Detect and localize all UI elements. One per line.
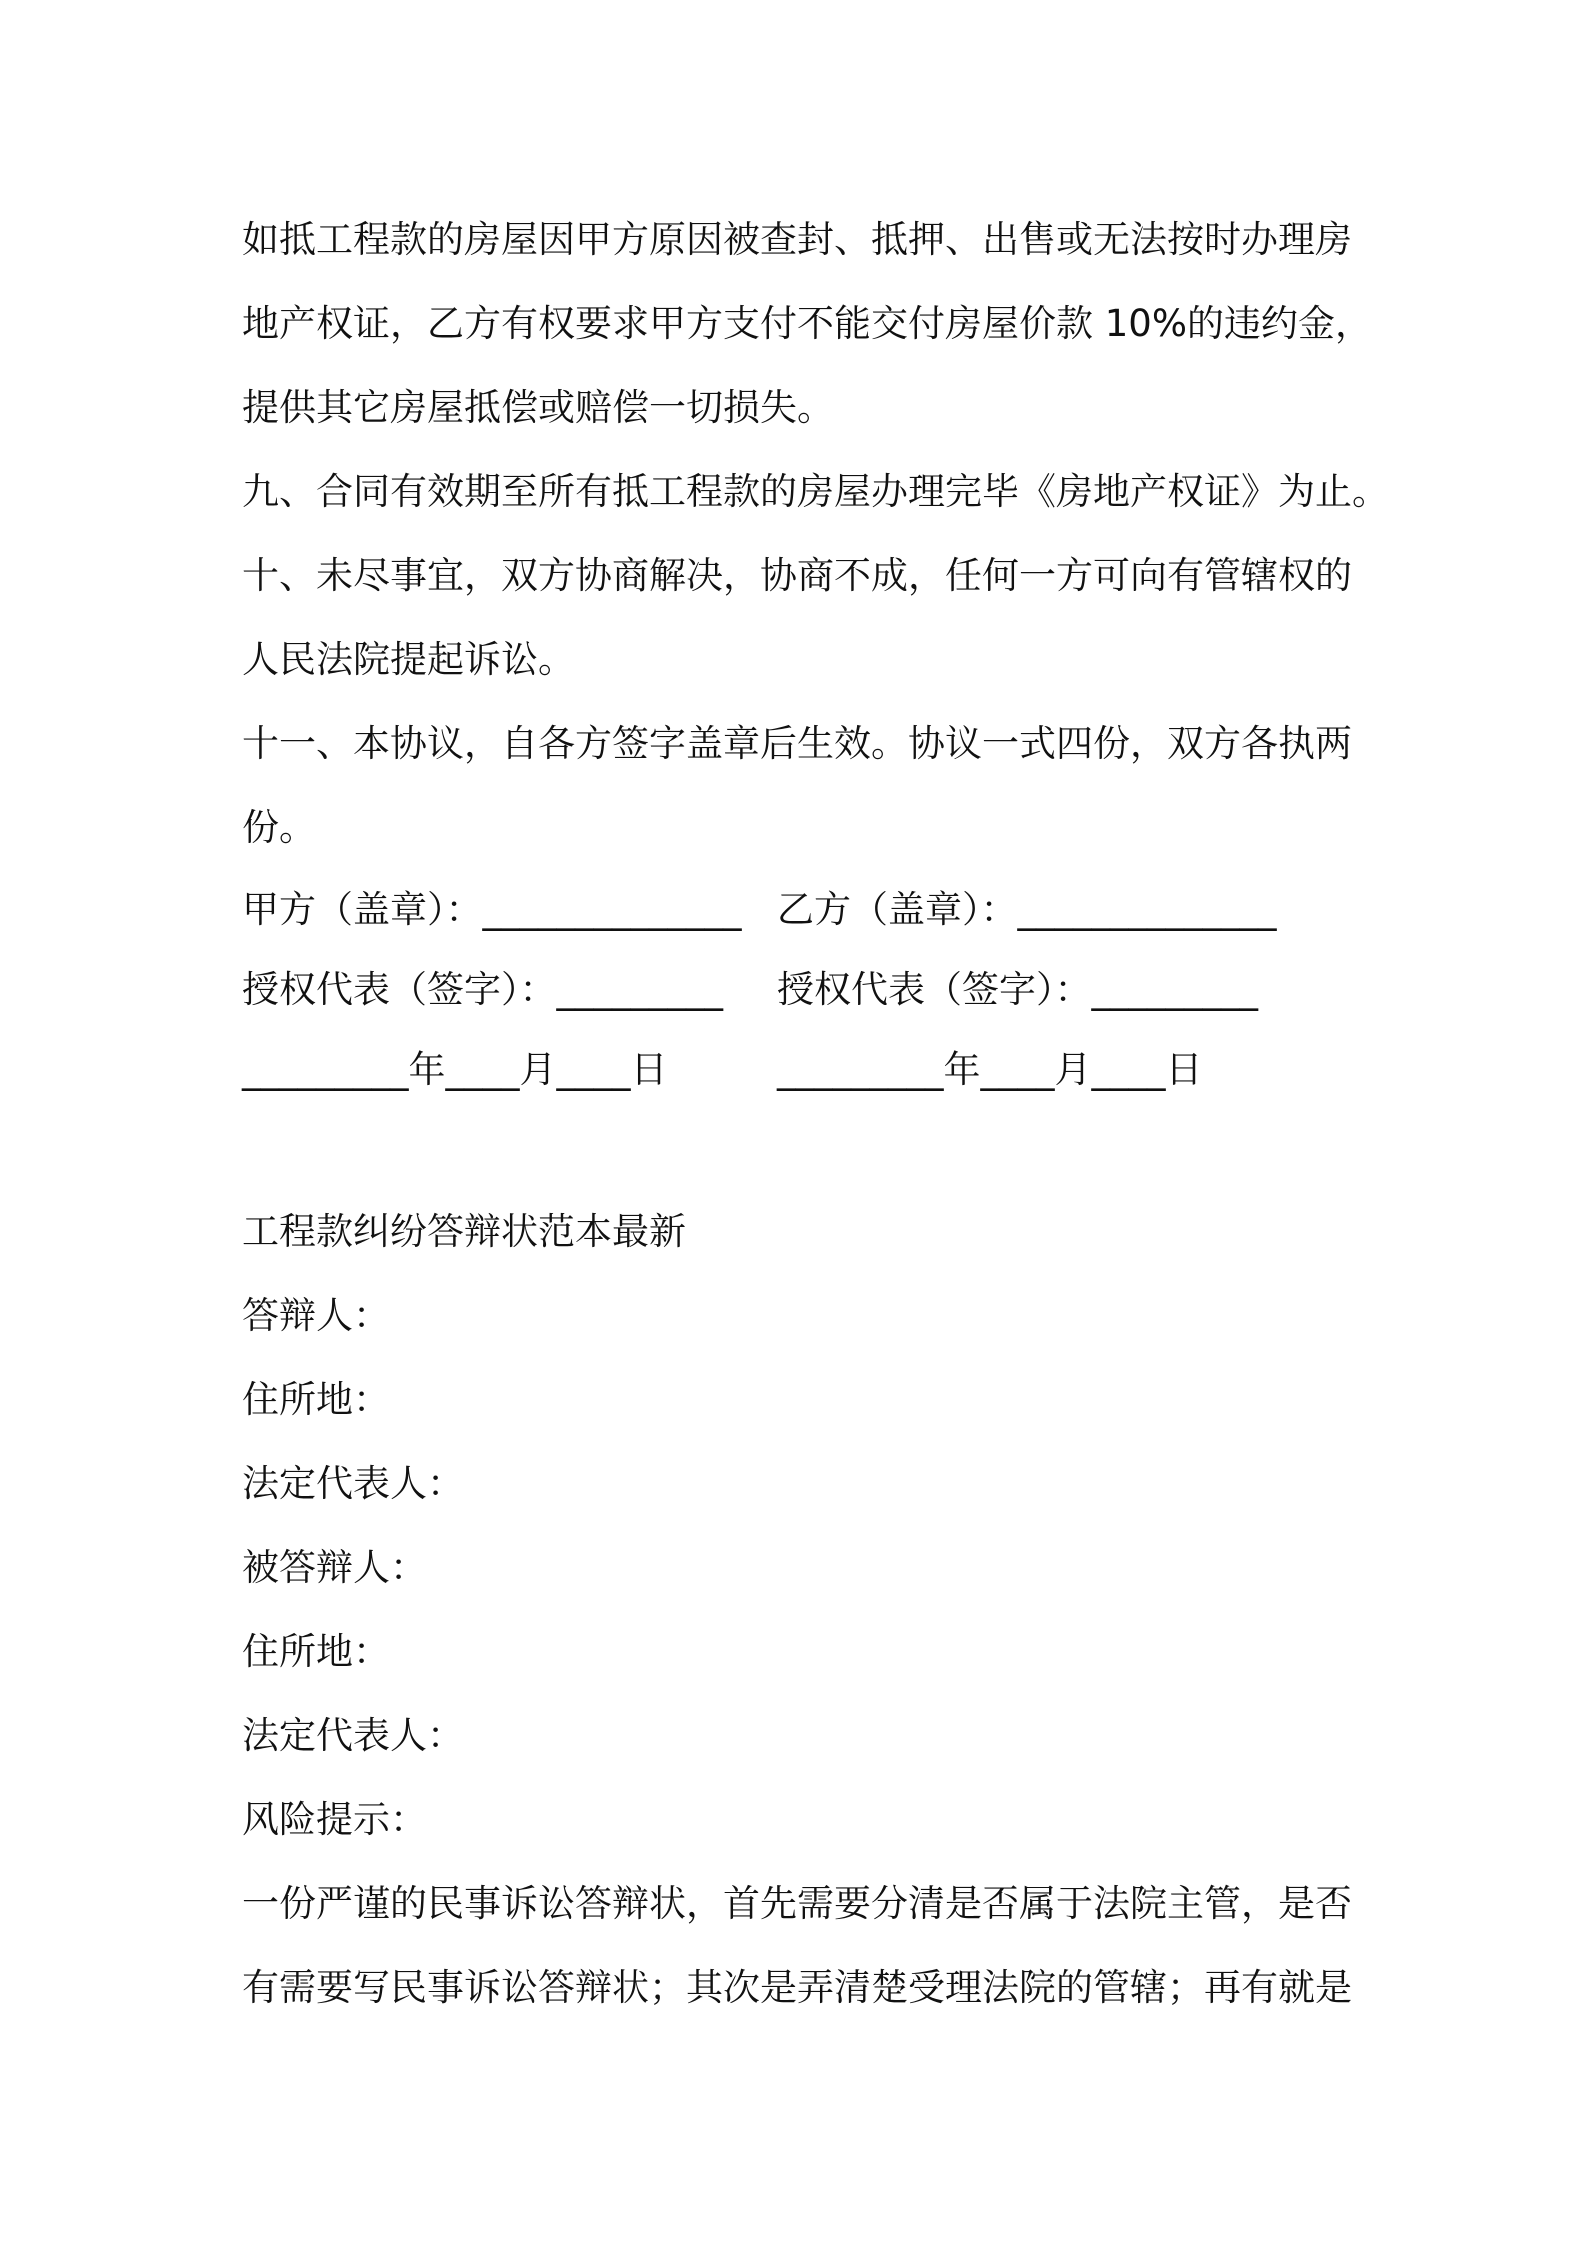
text-line: 份。 <box>242 806 316 849</box>
party-a-seal: 甲方（盖章）：______________ <box>242 888 742 931</box>
signature-block <box>242 870 1372 1110</box>
document-body <box>242 198 1389 2030</box>
paragraph-liquidated-damages <box>242 198 1372 450</box>
field-respondent-address: 住所地： <box>242 1378 390 1421</box>
field-respondent-legal-rep: 法定代表人： <box>242 1462 464 1505</box>
text-line: 十一、本协议，自各方签字盖章后生效。协议一式四份，双方各执两 <box>242 722 1352 765</box>
clause-ten <box>242 534 1372 702</box>
field-risk-notice: 风险提示： <box>242 1798 427 1841</box>
clause-nine <box>242 450 1389 534</box>
clause-eleven <box>242 702 1372 870</box>
representative-row <box>242 950 1372 1030</box>
party-a-representative: 授权代表（签字）：_________ <box>242 968 723 1011</box>
text-line: 人民法院提起诉讼。 <box>242 638 575 681</box>
text-line: 如抵工程款的房屋因甲方原因被查封、抵押、出售或无法按时办理房 <box>242 218 1352 261</box>
defense-section <box>242 1190 1372 2030</box>
defense-title: 工程款纠纷答辩状范本最新 <box>242 1210 686 1253</box>
seal-row <box>242 870 1372 950</box>
text-line: 地产权证，乙方有权要求甲方支付不能交付房屋价款 10%的违约金， <box>242 302 1372 345</box>
text-line: 提供其它房屋抵偿或赔偿一切损失。 <box>242 386 834 429</box>
risk-text-line: 有需要写民事诉讼答辩状；其次是弄清楚受理法院的管辖；再有就是 <box>242 1966 1352 2009</box>
date-row <box>242 1030 1372 1110</box>
party-b-seal: 乙方（盖章）：______________ <box>777 888 1277 931</box>
field-claimant-legal-rep: 法定代表人： <box>242 1714 464 1757</box>
party-b-date: _________年____月____日 <box>777 1048 1203 1091</box>
risk-text-line: 一份严谨的民事诉讼答辩状，首先需要分清是否属于法院主管，是否 <box>242 1882 1352 1925</box>
party-a-date: _________年____月____日 <box>242 1048 668 1091</box>
field-claimant: 被答辩人： <box>242 1546 427 1589</box>
text-line: 十、未尽事宜，双方协商解决，协商不成，任何一方可向有管辖权的 <box>242 554 1352 597</box>
party-b-representative: 授权代表（签字）：_________ <box>777 968 1258 1011</box>
field-claimant-address: 住所地： <box>242 1630 390 1673</box>
text-line: 九、合同有效期至所有抵工程款的房屋办理完毕《房地产权证》为止。 <box>242 470 1389 513</box>
section-gap <box>242 1110 1372 1190</box>
field-respondent: 答辩人： <box>242 1294 390 1337</box>
